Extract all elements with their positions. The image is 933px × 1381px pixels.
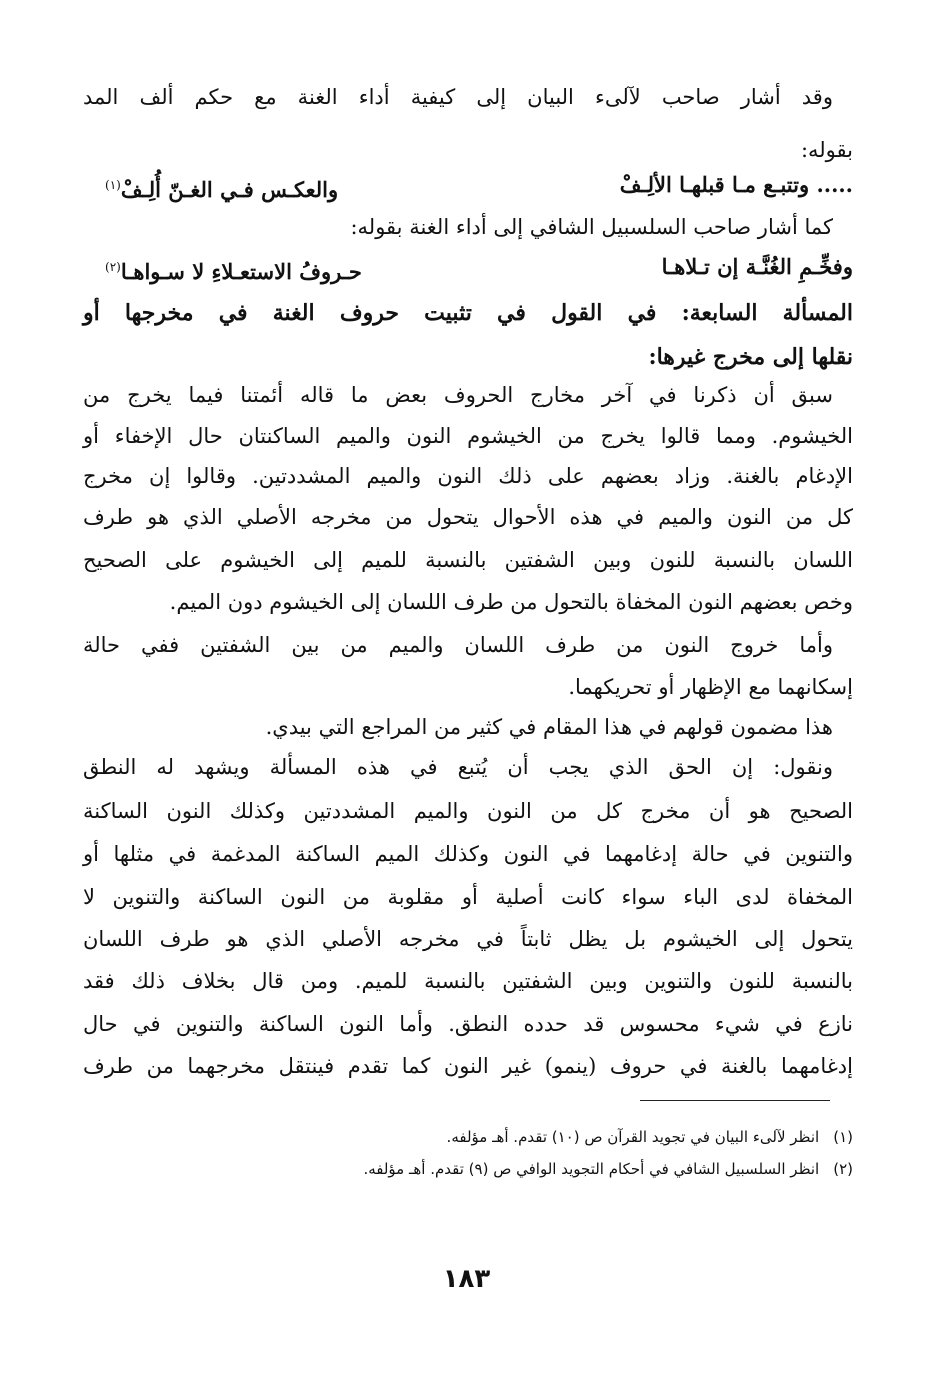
paragraph-4-line: إدغامهما بالغنة في حروف (ينمو) غير النون كما تقدم فينتقل مخرجهما من طرف bbox=[83, 1054, 853, 1078]
verse1-left-hemistich bbox=[105, 170, 338, 205]
footnote-text: انظر السلسبيل الشافي في أحكام التجويد الوافي ص (٩) تقدم. أهـ مؤلفه. bbox=[363, 1160, 820, 1178]
intro-line-2: بقوله: bbox=[800, 138, 853, 162]
paragraph-4-line: يتحول إلى الخيشوم بل يظل ثابتاً في مخرجه الأصلي الذي هو طرف اللسان bbox=[83, 927, 853, 951]
intro2-line: كما أشار صاحب السلسبيل الشافي إلى أداء الغنة بقوله: bbox=[350, 215, 833, 239]
paragraph-1-line: سبق أن ذكرنا في آخر مخارج الحروف بعض ما قاله أئمتنا فيما يخرج من bbox=[83, 383, 833, 407]
paragraph-4-line: الصحيح هو أن مخرج كل من النون والميم المشددتين وكذلك النون الساكنة bbox=[83, 799, 853, 823]
paragraph-3-line: هذا مضمون قولهم في هذا المقام في كثير من المراجع التي بيدي. bbox=[265, 715, 833, 739]
paragraph-2-line: إسكانهما مع الإظهار أو تحريكهما. bbox=[568, 675, 853, 699]
section-heading-line-2: نقلها إلى مخرج غيرها: bbox=[648, 344, 853, 370]
intro-line-1: وقد أشار صاحب لآلىء البيان إلى كيفية أداء الغنة مع حكم ألف المد bbox=[83, 85, 833, 109]
footnote-number: (١) bbox=[833, 1128, 853, 1146]
paragraph-1-line: وخص بعضهم النون المخفاة بالتحول من طرف اللسان إلى الخيشوم دون الميم. bbox=[169, 590, 853, 614]
verse1-right-hemistich bbox=[620, 170, 853, 200]
footnote-ref-1: (١) bbox=[105, 178, 121, 192]
paragraph-4-line: نازع في شيء محسوس قد حدده النطق. وأما النون الساكنة والتنوين في حال bbox=[83, 1012, 853, 1036]
paragraph-2-line: وأما خروج النون من طرف اللسان والميم من بين الشفتين ففي حالة bbox=[83, 633, 833, 657]
footnote-2 bbox=[363, 1158, 853, 1180]
footnote-text: انظر لآلىء البيان في تجويد القرآن ص (١٠) تقدم. أهـ مؤلفه. bbox=[446, 1128, 820, 1146]
footnote-ref-2: (٢) bbox=[105, 260, 121, 274]
paragraph-4-line: بالنسبة للنون والتنوين وبين الشفتين بالنسبة للميم. ومن قال بخلاف ذلك فقد bbox=[83, 969, 853, 993]
paragraph-1-line: كل من النون والميم في هذه الأحوال يتحول من مخرجه الأصلي الذي هو طرف bbox=[83, 505, 853, 529]
paragraph-4-line: المخفاة لدى الباء سواء كانت أصلية أو مقلوبة من النون الساكنة والتنوين لا bbox=[83, 885, 853, 909]
verse2-right-text: وفخِّـمِ الغُنَّـة إن تـلاهـا bbox=[661, 254, 853, 279]
verse2-left-hemistich bbox=[105, 252, 362, 287]
footnote-1 bbox=[447, 1126, 853, 1148]
section-heading-line-1: المسألة السابعة: في القول في تثبيت حروف الغنة في مخرجها أو bbox=[83, 300, 853, 326]
paragraph-4-line: والتنوين في حالة إدغامهما في النون وكذلك الميم الساكنة المدغمة في مثلها أو bbox=[83, 842, 853, 866]
verse2-right-hemistich bbox=[662, 252, 853, 282]
paragraph-1-line: الخيشوم. ومما قالوا يخرج من الخيشوم النون والميم الساكنتان حال الإخفاء أو bbox=[83, 424, 853, 448]
page-number: ١٨٣ bbox=[442, 1264, 491, 1294]
verse1-right-text: ..... وتتبـع مـا قبلهـا الألِـفْ bbox=[619, 172, 853, 197]
paragraph-4-line: ونقول: إن الحق الذي يجب أن يُتبع في هذه المسألة ويشهد له النطق bbox=[83, 755, 833, 779]
paragraph-1-line: اللسان بالنسبة للنون وبين الشفتين بالنسبة للميم إلى الخيشوم على الصحيح bbox=[83, 548, 853, 572]
footnote-divider bbox=[640, 1100, 830, 1101]
paragraph-1-line: الإدغام بالغنة. وزاد بعضهم على ذلك النون والميم المشددتين. وقالوا إن مخرج bbox=[83, 464, 853, 488]
verse1-left-text: والعكـس فـي الغـنّ أُلِـفْ bbox=[120, 177, 339, 202]
verse2-left-text: حـروفُ الاستعـلاءِ لا سـواهـا bbox=[120, 259, 362, 284]
footnote-number: (٢) bbox=[833, 1160, 853, 1178]
